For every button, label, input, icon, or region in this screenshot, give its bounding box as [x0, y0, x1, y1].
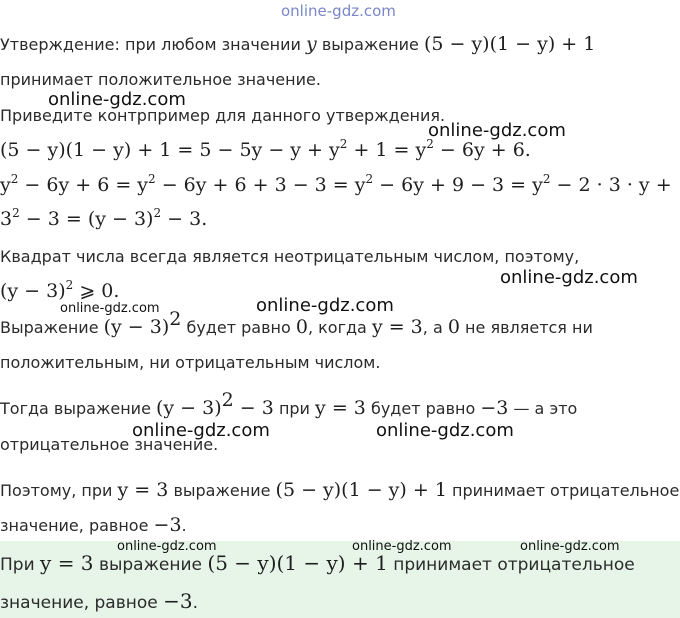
zero-mid2: , когда	[307, 318, 367, 337]
zero-end: не является ни	[465, 318, 593, 337]
math-2d: − 6y + 9 − 3 = y	[373, 174, 543, 196]
answer-2a: значение, равное	[0, 593, 158, 613]
answer-pre: При	[0, 555, 35, 575]
watermark: online-gdz.com	[500, 267, 638, 288]
then-line-2: отрицательное значение.	[0, 435, 219, 454]
math-3b: − 3 = (y − 3)	[19, 208, 154, 230]
watermark: online-gdz.com	[48, 89, 186, 110]
zero-val: 0	[295, 316, 308, 338]
therefore-2b: .	[181, 516, 187, 535]
then-val: −3	[480, 397, 509, 419]
therefore-pre: Поэтому, при	[0, 481, 113, 500]
therefore-mid: выражение	[173, 481, 271, 500]
therefore-expr: (5 − y)(1 − y) + 1	[275, 479, 447, 501]
then-line-1	[0, 389, 578, 420]
math-3a: 3	[0, 208, 13, 230]
math-line-3	[0, 208, 207, 230]
watermark: online-gdz.com	[117, 539, 217, 554]
math-1b: + 1 = y	[347, 139, 427, 161]
zero-line-2: положительным, ни отрицательным числом.	[0, 353, 381, 372]
statement-line-2: принимает положительное значение.	[0, 70, 321, 89]
exp: 2	[153, 206, 162, 220]
answer-cond: y = 3	[40, 551, 94, 575]
therefore-cond: y = 3	[117, 479, 169, 501]
math-2c: − 6y + 6 + 3 − 3 = y	[155, 174, 366, 196]
watermark: online-gdz.com	[352, 539, 452, 554]
answer-line-2	[0, 590, 198, 614]
math-1a: (5 − y)(1 − y) + 1 = 5 − 5y − y + y	[0, 139, 340, 161]
square-text: Квадрат числа всегда является неотрицательным числом, поэтому,	[0, 247, 580, 266]
watermark: online-gdz.com	[376, 420, 514, 441]
square-expr-a: (y − 3)	[0, 280, 66, 302]
then-end: — а это	[513, 399, 578, 418]
then-cond: y = 3	[315, 397, 366, 419]
answer-2b: .	[192, 593, 199, 613]
zero-val-2: 0	[447, 316, 460, 338]
math-2b: − 6y + 6 = y	[18, 174, 149, 196]
statement-mid: выражение	[321, 35, 419, 54]
exp: 2	[365, 172, 374, 186]
watermark: online-gdz.com	[60, 301, 160, 316]
math-line-2	[0, 174, 672, 196]
exp: 2	[221, 389, 234, 411]
then-pre: Тогда выражение	[0, 399, 151, 418]
zero-pre: Выражение	[0, 318, 99, 337]
answer-val: −3	[163, 589, 193, 613]
watermark: online-gdz.com	[520, 539, 620, 554]
watermark-top: online-gdz.com	[281, 2, 396, 20]
exp: 2	[12, 206, 20, 220]
statement-label: Утверждение: при любом значении	[0, 35, 301, 54]
statement-expr: (5 − y)(1 − y) + 1	[423, 33, 596, 55]
therefore-end: принимает отрицательное	[452, 481, 680, 500]
math-2e: − 2 · 3 · y +	[550, 174, 672, 196]
zero-cond: y = 3	[371, 316, 423, 338]
therefore-line-1	[0, 479, 679, 502]
therefore-line-2	[0, 514, 187, 537]
answer-mid: выражение	[98, 555, 202, 575]
square-expr	[0, 280, 119, 302]
watermark: online-gdz.com	[256, 295, 394, 316]
zero-mid3: , а	[422, 318, 443, 337]
answer-expr: (5 − y)(1 − y) + 1	[207, 551, 388, 575]
therefore-2a: значение, равное	[0, 516, 149, 535]
then-mid2: будет равно	[370, 399, 476, 418]
then-mid1: при	[278, 399, 310, 418]
exp: 2	[542, 172, 551, 186]
exp: 2	[169, 308, 182, 330]
watermark: online-gdz.com	[428, 120, 566, 141]
statement-var: y	[306, 33, 317, 55]
math-2a: y	[0, 174, 11, 196]
exp: 2	[65, 278, 74, 292]
exp: 2	[148, 172, 156, 186]
then-expr: (y − 3)	[156, 397, 222, 419]
watermark: online-gdz.com	[132, 420, 270, 441]
task-text: Приведите контрпример для данного утверждения.	[0, 106, 446, 125]
therefore-val: −3	[153, 514, 182, 536]
exp: 2	[339, 137, 348, 151]
square-expr-b: ⩾ 0.	[73, 280, 120, 302]
math-line-1	[0, 139, 531, 161]
answer-line-1	[0, 552, 635, 576]
zero-expr: (y − 3)	[103, 316, 170, 338]
then-expr-tail: − 3	[233, 397, 274, 419]
statement-line-1	[0, 33, 595, 56]
math-1c: − 6y + 6.	[433, 139, 531, 161]
math-3c: − 3.	[161, 208, 208, 230]
answer-end: принимает отрицательное	[393, 555, 635, 575]
exp: 2	[426, 137, 434, 151]
zero-mid1: будет равно	[186, 318, 291, 337]
exp: 2	[10, 172, 19, 186]
